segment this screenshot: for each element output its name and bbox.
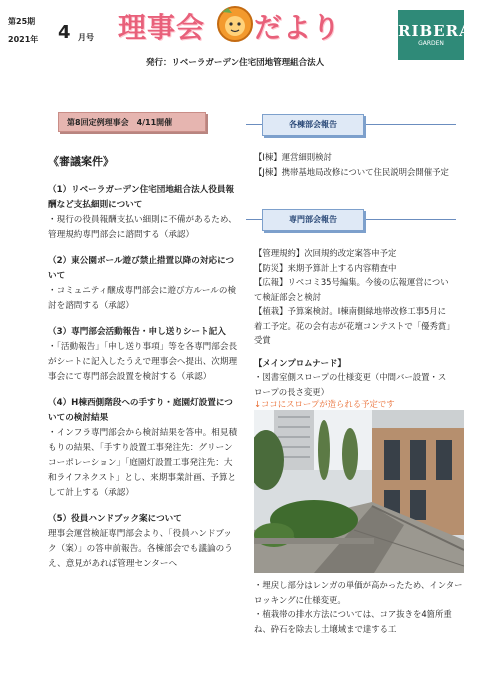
agenda-section (48, 154, 238, 583)
logo-main-text: RIBERA (398, 22, 472, 40)
promenade-body: ・図書室側スロープの仕様変更（中間バー設置・スロープの長さ変更） (254, 372, 447, 397)
committee-line: 【広報】リベコミ35号編集。今後の広報運営について検証部会と検討 (254, 277, 449, 302)
committee-line: 【管理規約】次回規約改定案答申予定 (254, 248, 397, 258)
agenda-item-body: ・現行の役員報酬支払い細則に不備があるため、管理規約専門部会に諮問する（承認） (48, 215, 237, 240)
mascot-icon (216, 4, 254, 44)
agenda-item (48, 396, 238, 501)
agenda-item-body: ・コミュニティ醸成専門部会に遊び方ルールの検討を諮問する（承認） (48, 286, 237, 311)
agenda-item-body: 理事会運営検証専門部会より、「役員ハンドブック（案）」の答申前報告。各棟部会でも議論のうえ、意見があれば管理センターへ (48, 529, 233, 569)
agenda-item-title: （5）役員ハンドブック案について (48, 514, 182, 524)
agenda-item (48, 325, 238, 385)
agenda-item (48, 512, 238, 572)
committee-section-header: 専門部会報告 (262, 209, 364, 231)
issue-month: 4 (58, 22, 71, 43)
meeting-header: 第8回定例理事会 4/11開催 (58, 112, 206, 132)
publisher-line: 発行：リベーラガーデン住宅団地管理組合法人 (146, 58, 325, 68)
agenda-item-title: （3）専門部会活動報告・申し送りシート記入 (48, 327, 226, 337)
photo-caption (254, 578, 464, 636)
agenda-item-title: （1）リベーラガーデン住宅団地組合法人役員報酬など支払細則について (48, 185, 235, 210)
ribera-garden-logo (398, 10, 472, 60)
photo-note: ↓ココにスロープが造られる予定です (254, 399, 395, 409)
issue-year: 2021年 (8, 35, 39, 44)
newsletter-title-part2: だより (254, 11, 342, 44)
agenda-heading: 《審議案件》 (48, 155, 114, 168)
newsletter-title-part1: 理事会 (118, 11, 206, 44)
agenda-item-title: （4）H棟西側階段への手すり・庭園灯設置についての検討結果 (48, 398, 233, 423)
promenade-photo (254, 410, 464, 573)
building-section-body (254, 150, 454, 179)
logo-sub-text: GARDEN (418, 40, 444, 47)
committee-section-body (254, 246, 454, 399)
agenda-item (48, 183, 238, 243)
building-line: 【J棟】携帯基地局改修について住民説明会開催予定 (254, 166, 449, 177)
issue-number: 第25期 (8, 17, 36, 26)
promenade-title: 【メインプロムナード】 (254, 357, 346, 368)
agenda-item (48, 254, 238, 314)
agenda-item-title: （2）東公園ボール遊び禁止措置以降の対応について (48, 256, 235, 281)
issue-month-suffix: 月号 (78, 33, 94, 42)
agenda-item-body: ・「活動報告」「申し送り事項」等を各専門部会長がシートに記入したうえで理事会へ提出、次期理事会にて専門部会設置を検討する（承認） (48, 342, 238, 382)
committee-line: 【植栽】予算案検討。I棟南側緑地帯改修工事5月に着工予定。花の会有志が花壇コンテストで「優秀賞」受賞 (254, 306, 451, 345)
building-line: 【I棟】運営細則検討 (254, 152, 332, 162)
committee-line: 【防災】来期予算計上する内容精査中 (254, 262, 397, 273)
caption-line: ・埋戻し部分はレンガの単価が高かったため、インターロッキングに仕様変更。 (254, 580, 463, 605)
caption-line: ・植栽帯の排水方法については、コア抜きを4箇所重ね、砕石を除去し土壌域まで達する工 (254, 609, 452, 634)
building-section-header: 各棟部会報告 (262, 114, 364, 136)
agenda-item-body: ・インフラ専門部会から検討結果を答申。相見積もりの結果、「手すり設置工事発注先：グリーンコーポレーション」「庭園灯設置工事発注先：大和ライフネクスト」とし、来期事業計画、予算として計上する（承認） (48, 428, 238, 498)
